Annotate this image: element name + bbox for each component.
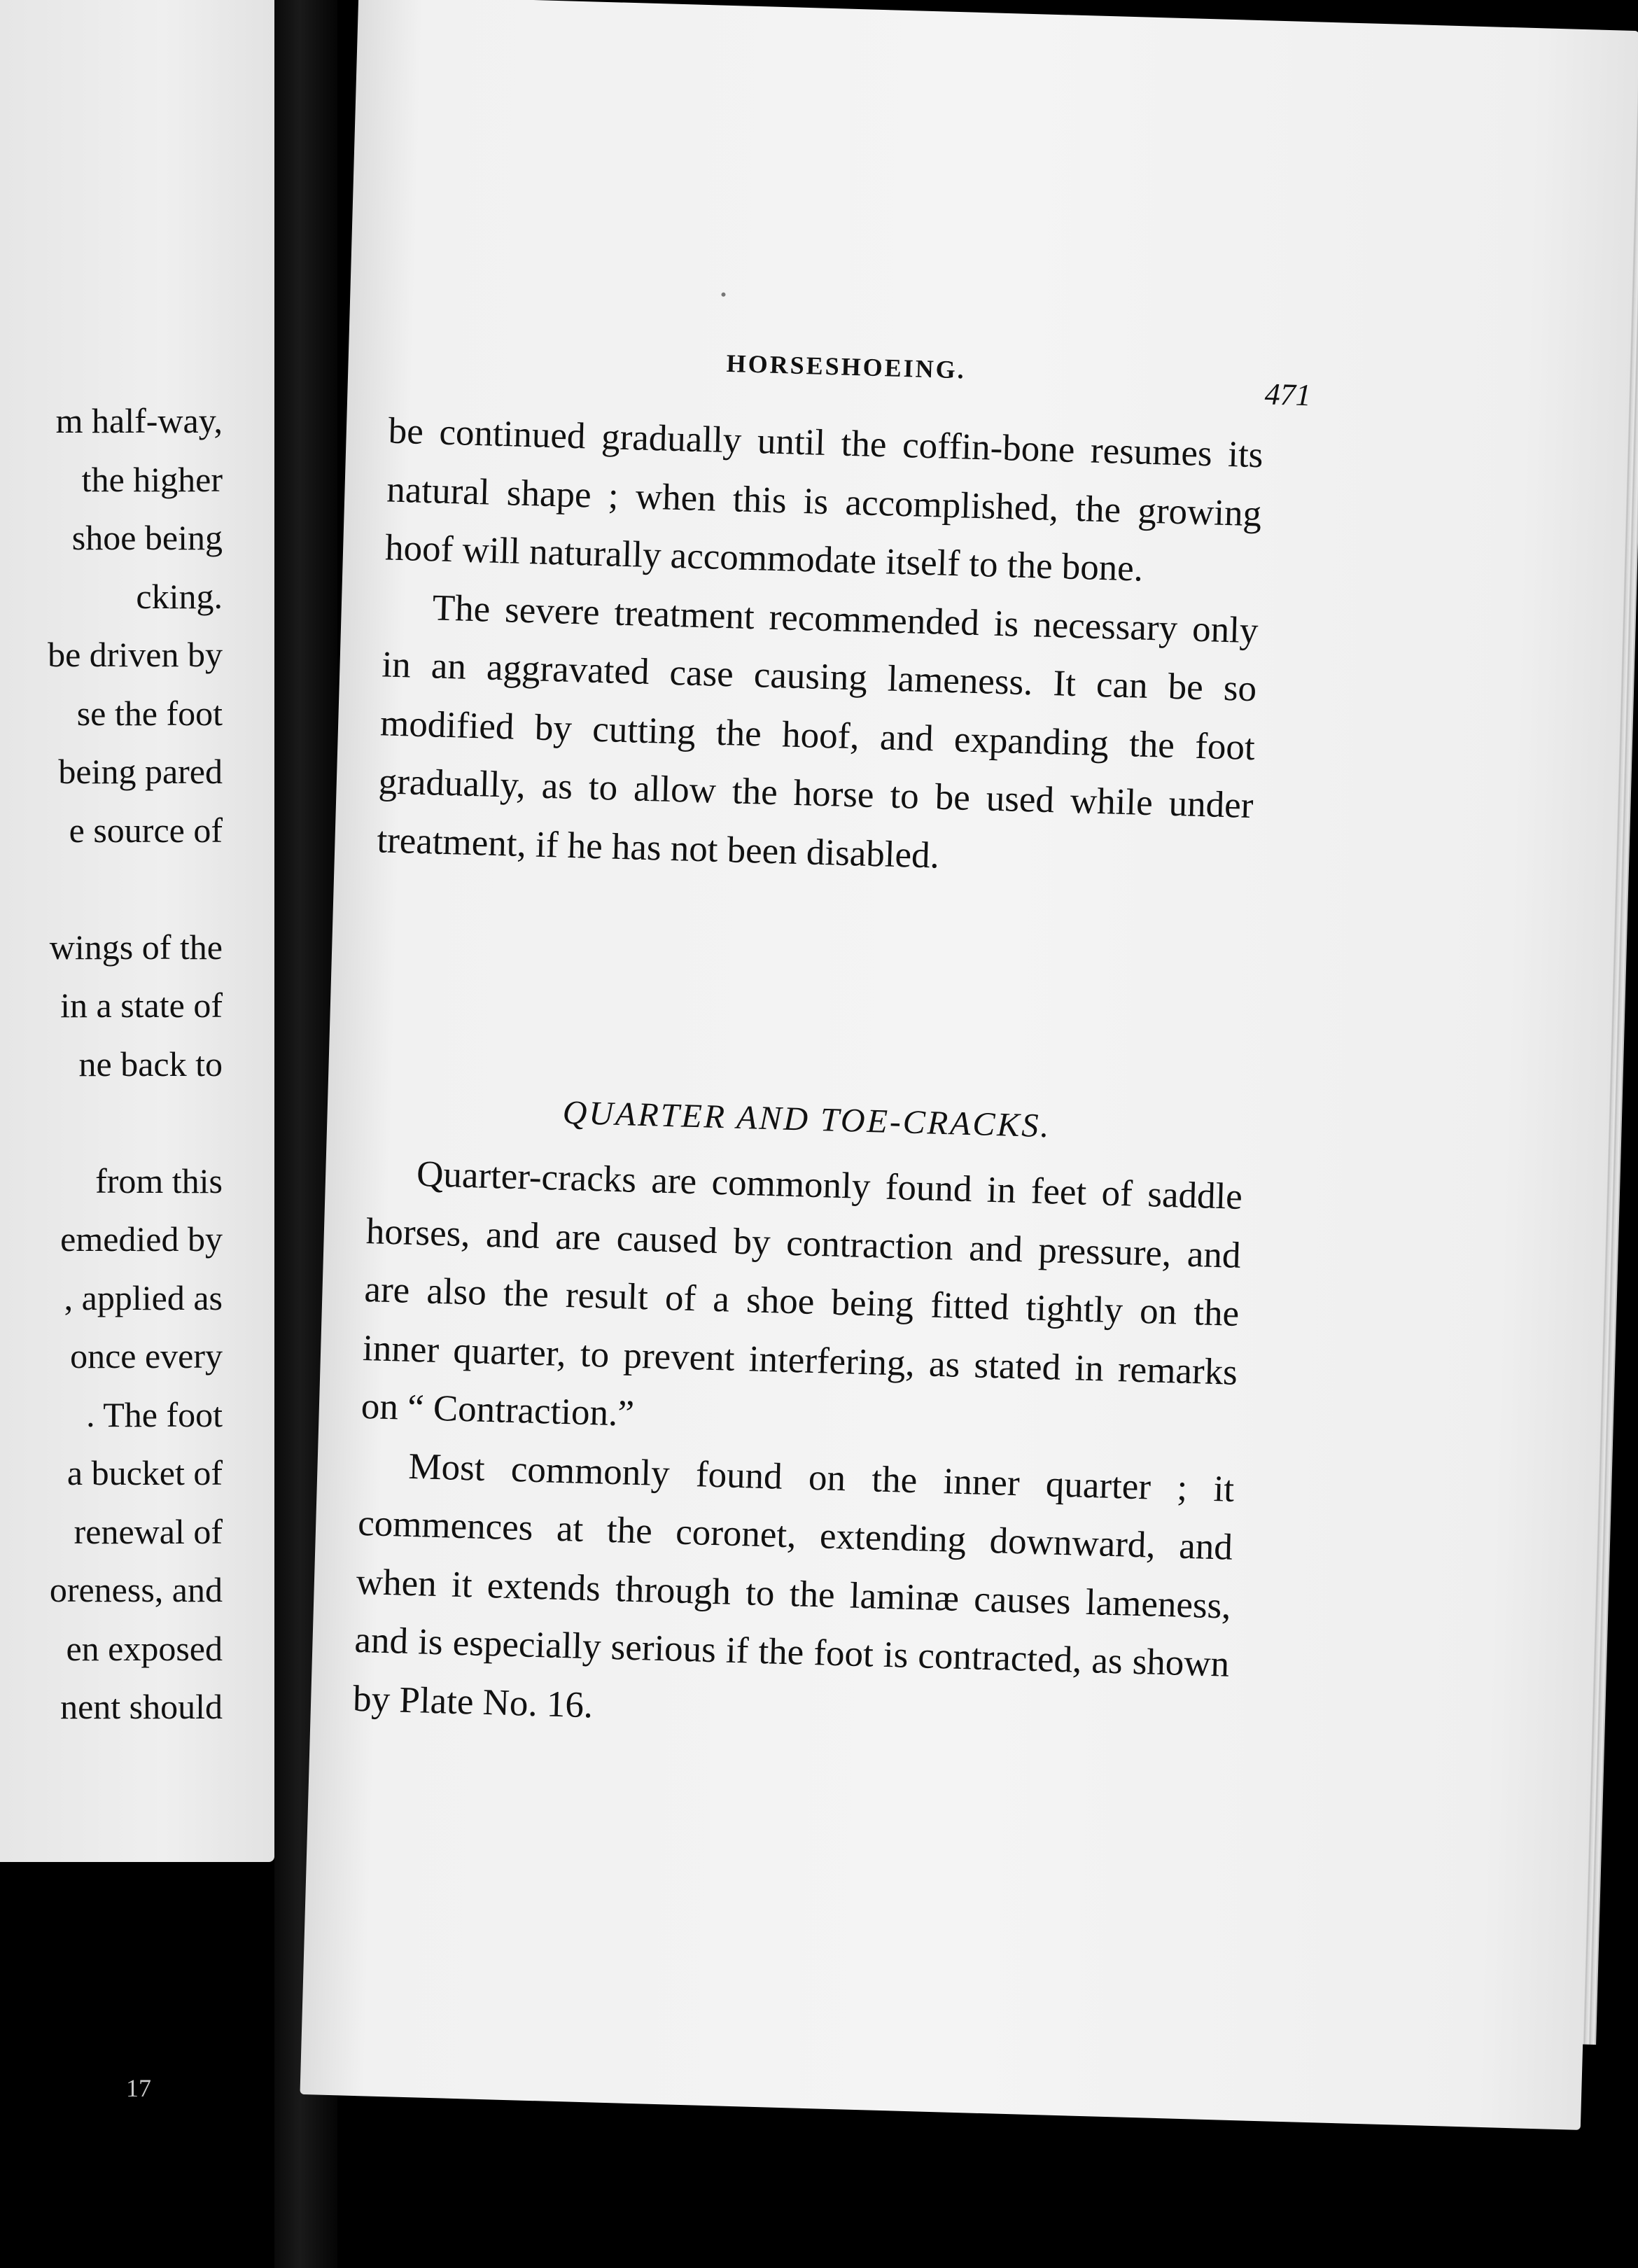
page-number: 471 <box>1264 377 1312 413</box>
left-line: en exposed <box>66 1628 223 1668</box>
ink-speck <box>721 293 725 297</box>
left-line: se the foot <box>76 693 223 733</box>
body-text-top <box>376 402 1264 894</box>
section-heading: QUARTER AND TOE-CRACKS. <box>562 1093 1052 1145</box>
left-line: in a state of <box>60 986 223 1025</box>
paragraph: The severe treatment recommended is necessary only in an aggravated case causing lameness. It can be so modified by cutting the hoof, and expanding the foot gradually, as to allow the horse to be used while under treatment, if he has not been disabled. <box>376 587 1259 876</box>
left-page-text <box>0 392 223 1737</box>
left-line: m half-way, <box>55 401 223 440</box>
left-line: being pared <box>58 752 223 791</box>
right-page-content <box>300 0 1638 2130</box>
left-line-gap <box>0 860 223 918</box>
paragraph: Quarter-cracks are commonly found in feet of saddle horses, and are caused by contraction and pressure, and are also the result of a shoe being fitted tightly on the inner quarter, to prevent interfering, as stated in remarks on “ Contraction.” <box>360 1154 1243 1434</box>
left-line: a bucket of <box>66 1453 223 1492</box>
left-line: shoe being <box>71 518 223 557</box>
left-line: cking. <box>136 576 223 616</box>
right-page <box>300 0 1638 2130</box>
paragraph: be continued gradually until the coffin-bone resumes its natural shape ; when this is accomplished, the growing hoof will naturally accommodate itself to the bone. <box>384 410 1264 589</box>
body-text-bottom <box>352 1144 1243 1753</box>
left-line: wings of the <box>49 927 223 967</box>
left-line: , applied as <box>64 1278 223 1317</box>
left-line: renewal of <box>74 1511 223 1551</box>
running-head: HORSESHOEING. <box>726 349 967 384</box>
left-line: ne back to <box>78 1044 223 1084</box>
left-line: emedied by <box>60 1219 223 1259</box>
left-line: oreness, and <box>49 1570 223 1609</box>
left-line: e source of <box>69 810 223 850</box>
paragraph: Most commonly found on the inner quarter ; it commences at the coronet, extending downward, and when it extends through to the laminæ causes lameness, and is especially serious if the foot is contracted, as shown by Plate No. 16. <box>352 1446 1235 1726</box>
left-line: once every <box>70 1336 223 1376</box>
left-line: . The foot <box>86 1394 223 1434</box>
left-page-mark: 17 <box>126 2074 151 2102</box>
left-line-gap <box>0 1093 223 1152</box>
left-line: be driven by <box>48 635 223 674</box>
left-line: from this <box>95 1161 223 1200</box>
left-line: nent should <box>60 1687 223 1726</box>
left-page <box>0 0 274 2102</box>
left-line: the higher <box>81 459 223 499</box>
